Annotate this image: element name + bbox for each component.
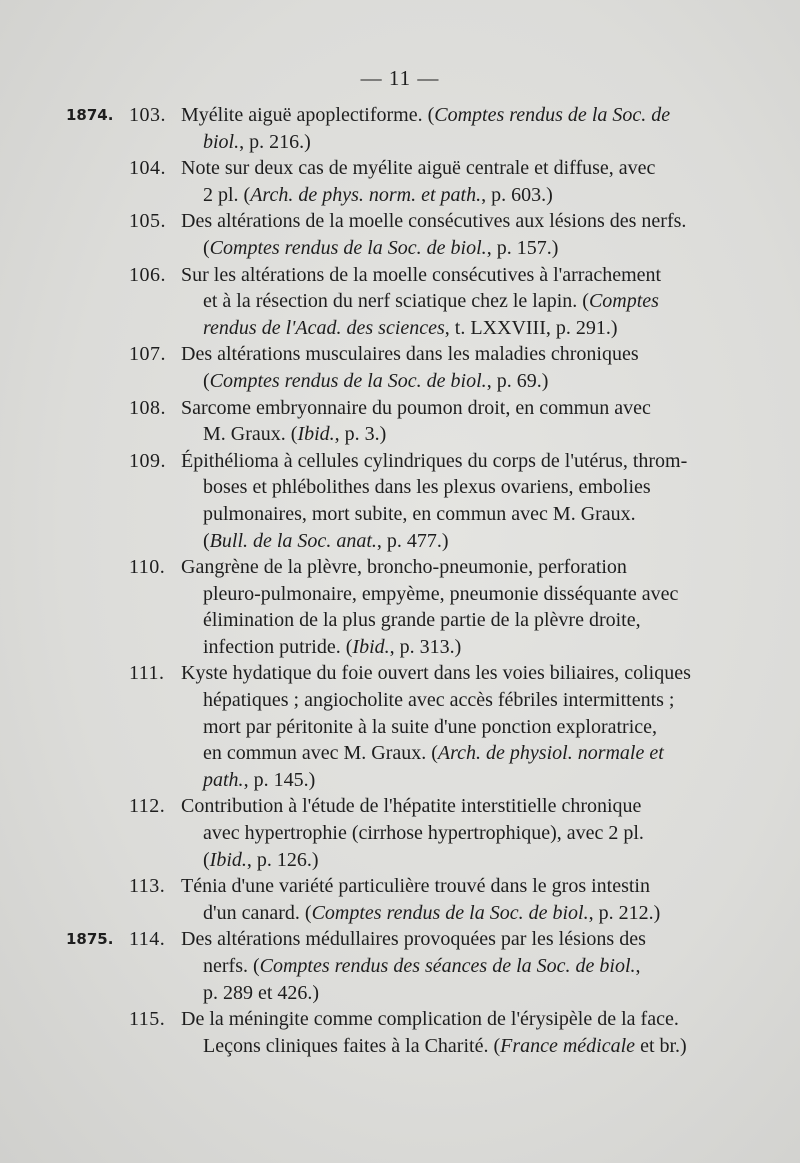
entry-text [181,208,691,261]
entry-number: 113. [129,875,166,898]
bibliography-entry [0,873,800,926]
entry-number: 109. [129,449,166,472]
entry-year: 1875. [66,930,114,949]
bibliography-entry [0,926,800,1006]
entry-line: (Ibid., p. 126.) [203,848,319,871]
entry-line: infection putride. (Ibid., p. 313.) [203,635,462,658]
bibliography-entry [0,155,800,208]
bibliography-entry [0,1006,800,1059]
entry-line: Épithélioma à cellules cylindriques du corps de l'utérus, throm- [181,449,688,472]
entry-text [181,1006,691,1059]
entry-line: hépatiques ; angiocholite avec accès fébriles intermittents ; [203,689,675,712]
entry-number: 106. [129,263,166,286]
entry-text [181,554,691,660]
bibliography-entry [0,341,800,394]
entry-line: boses et phlébolithes dans les plexus ovariens, embolies [203,476,651,499]
entry-text [181,102,691,155]
entry-number: 115. [129,1008,166,1031]
entry-number: 108. [129,396,166,419]
entry-line: p. 289 et 426.) [203,981,320,1004]
entry-line: mort par péritonite à la suite d'une ponction exploratrice, [203,715,658,738]
entry-line: élimination de la plus grande partie de la plèvre droite, [203,609,641,632]
entry-number: 103. [129,104,166,126]
entry-number: 105. [129,210,166,233]
entry-line: Kyste hydatique du foie ouvert dans les voies biliaires, coliques [181,662,691,685]
entry-line: en commun avec M. Graux. (Arch. de physiol. normale et [203,742,664,765]
entry-number: 104. [129,157,166,180]
entry-line: Ténia d'une variété particulière trouvé dans le gros intestin [181,875,650,898]
entry-line: Des altérations musculaires dans les maladies chroniques [181,343,639,366]
bibliography-entry [0,448,800,554]
entry-line: Note sur deux cas de myélite aiguë centrale et diffuse, avec [181,157,656,180]
entry-text [181,341,691,394]
entry-number: 107. [129,343,166,366]
bibliography-entry [0,660,800,793]
entry-line: biol., p. 216.) [203,130,311,153]
entry-line: pleuro-pulmonaire, empyème, pneumonie disséquante avec [203,582,679,605]
entry-line: d'un canard. (Comptes rendus de la Soc. de biol., p. 212.) [203,901,661,924]
entry-line: (Bull. de la Soc. anat., p. 477.) [203,529,449,552]
entry-number: 114. [129,928,166,951]
entry-line: Myélite aiguë apoplectiforme. (Comptes rendus de la Soc. de [181,104,671,126]
entry-number: 111. [129,662,165,685]
page-number: — 11 — [360,66,440,90]
bibliography-entry [0,262,800,342]
bibliography-entry [0,554,800,660]
entry-text [181,155,691,208]
entry-number: 112. [129,795,166,818]
entry-line: Sur les altérations de la moelle consécutives à l'arrachement [181,263,662,286]
bibliography-entry [0,395,800,448]
entry-text [181,793,691,873]
entry-text [181,873,691,926]
entry-text [181,926,691,1006]
entry-text [181,660,691,793]
entry-line: path., p. 145.) [203,768,316,791]
entry-number: 110. [129,556,166,579]
entry-line: pulmonaires, mort subite, en commun avec M. Graux. [203,502,636,525]
entry-line: 2 pl. (Arch. de phys. norm. et path., p. 603.) [203,183,553,206]
bibliography-entry [0,102,800,155]
entry-line: De la méningite comme complication de l'érysipèle de la face. [181,1008,679,1031]
entry-year: 1874. [66,106,114,124]
entry-line: (Comptes rendus de la Soc. de biol., p. 157.) [203,236,559,259]
bibliography-entry [0,793,800,873]
entry-line: Sarcome embryonnaire du poumon droit, en commun avec [181,396,651,419]
entry-line: Leçons cliniques faites à la Charité. (France médicale et br.) [203,1034,687,1057]
entry-line: Des altérations de la moelle consécutives aux lésions des nerfs. [181,210,687,233]
entry-text [181,448,691,554]
entry-line: M. Graux. (Ibid., p. 3.) [203,423,387,446]
bibliography-entry [0,208,800,261]
entry-text [181,395,691,448]
entry-line: Contribution à l'étude de l'hépatite interstitielle chronique [181,795,642,818]
entry-line: nerfs. (Comptes rendus des séances de la Soc. de biol., [203,955,641,977]
entry-text [181,262,691,342]
entry-line: Gangrène de la plèvre, broncho-pneumonie, perforation [181,556,627,579]
entry-line: rendus de l'Acad. des sciences, t. LXXVIII, p. 291.) [203,316,618,339]
entry-line: et à la résection du nerf sciatique chez le lapin. (Comptes [203,290,659,313]
entry-line: Des altérations médullaires provoquées par les lésions des [181,928,646,951]
entry-line: (Comptes rendus de la Soc. de biol., p. 69.) [203,369,549,392]
entry-line: avec hypertrophie (cirrhose hypertrophique), avec 2 pl. [203,822,644,845]
bibliography-list [0,102,800,1059]
